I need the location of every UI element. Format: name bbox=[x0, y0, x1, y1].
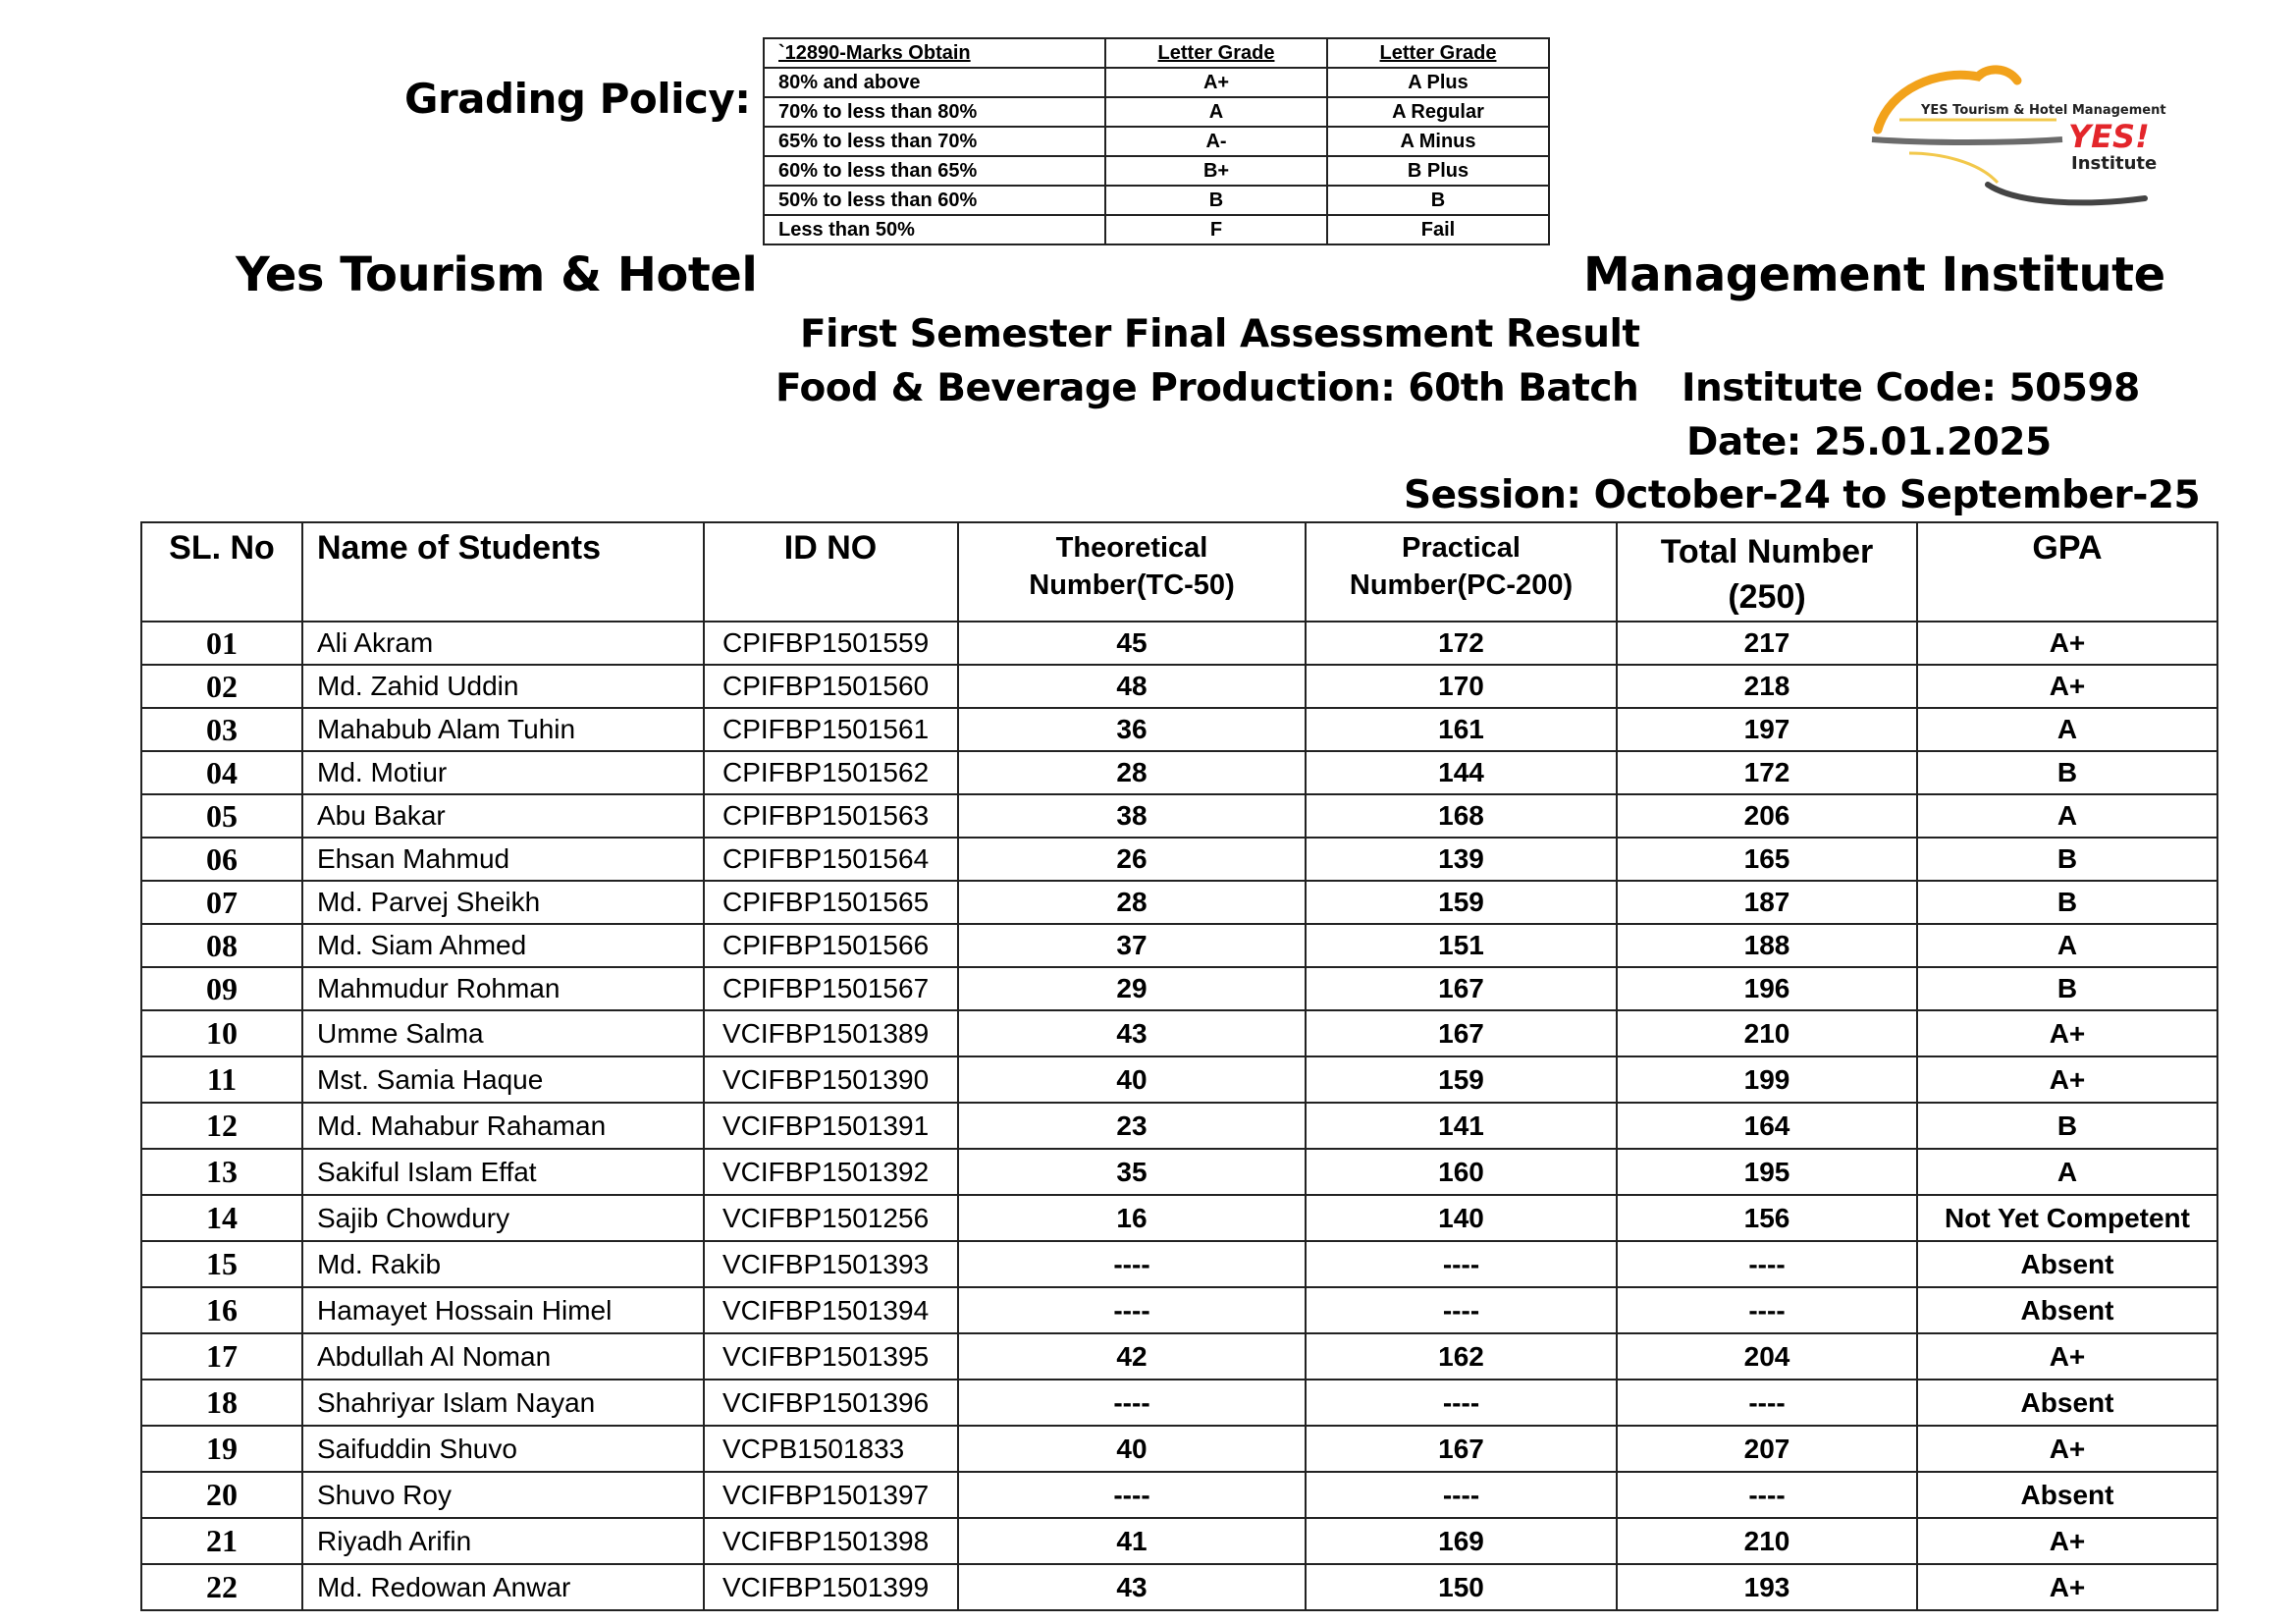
student-name: Md. Parvej Sheikh bbox=[302, 881, 704, 924]
sl-no: 01 bbox=[141, 622, 302, 665]
total-marks: 195 bbox=[1617, 1149, 1917, 1195]
gpa-value: A+ bbox=[1917, 1056, 2217, 1103]
practical-marks: 167 bbox=[1306, 1426, 1617, 1472]
theoretical-marks: 38 bbox=[958, 794, 1306, 838]
table-row bbox=[141, 794, 2217, 838]
gpa-value: B bbox=[1917, 881, 2217, 924]
sl-no: 05 bbox=[141, 794, 302, 838]
table-row bbox=[141, 838, 2217, 881]
grading-policy-header-row bbox=[764, 38, 1549, 68]
student-name: Md. Zahid Uddin bbox=[302, 665, 704, 708]
sl-no: 09 bbox=[141, 967, 302, 1010]
sl-no: 07 bbox=[141, 881, 302, 924]
table-row bbox=[141, 1195, 2217, 1241]
student-id: VCIFBP1501395 bbox=[704, 1333, 958, 1380]
student-id: CPIFBP1501560 bbox=[704, 665, 958, 708]
practical-marks: 140 bbox=[1306, 1195, 1617, 1241]
sl-no: 03 bbox=[141, 708, 302, 751]
practical-marks: 162 bbox=[1306, 1333, 1617, 1380]
total-marks: 199 bbox=[1617, 1056, 1917, 1103]
student-name: Umme Salma bbox=[302, 1010, 704, 1056]
gpa-value: Absent bbox=[1917, 1241, 2217, 1287]
sl-no: 22 bbox=[141, 1564, 302, 1610]
student-id: VCIFBP1501394 bbox=[704, 1287, 958, 1333]
gpa-value: Not Yet Competent bbox=[1917, 1195, 2217, 1241]
gpa-value: B bbox=[1917, 1103, 2217, 1149]
practical-marks: 159 bbox=[1306, 881, 1617, 924]
grade: B+ bbox=[1105, 156, 1327, 186]
result-date: Date: 25.01.2025 bbox=[1686, 420, 2052, 464]
table-row bbox=[141, 708, 2217, 751]
grade-description: A Minus bbox=[1327, 127, 1549, 156]
total-marks: 207 bbox=[1617, 1426, 1917, 1472]
theoretical-marks: 45 bbox=[958, 622, 1306, 665]
results-body bbox=[141, 622, 2217, 1610]
gpa-value: A bbox=[1917, 794, 2217, 838]
student-id: CPIFBP1501565 bbox=[704, 881, 958, 924]
gpa-value: Absent bbox=[1917, 1287, 2217, 1333]
institute-logo bbox=[1870, 59, 2194, 216]
total-marks: 197 bbox=[1617, 708, 1917, 751]
practical-marks: 170 bbox=[1306, 665, 1617, 708]
batch-title: Food & Beverage Production: 60th Batch bbox=[775, 366, 1639, 410]
theoretical-marks: 29 bbox=[958, 967, 1306, 1010]
total-marks: 165 bbox=[1617, 838, 1917, 881]
grading-policy-row bbox=[764, 156, 1549, 186]
sl-no: 17 bbox=[141, 1333, 302, 1380]
student-id: VCIFBP1501389 bbox=[704, 1010, 958, 1056]
total-marks: 218 bbox=[1617, 665, 1917, 708]
practical-marks: 150 bbox=[1306, 1564, 1617, 1610]
grade: A+ bbox=[1105, 68, 1327, 97]
grade-description: A Plus bbox=[1327, 68, 1549, 97]
range: Less than 50% bbox=[764, 215, 1105, 244]
theoretical-marks: 40 bbox=[958, 1426, 1306, 1472]
institute-name-left: Yes Tourism & Hotel bbox=[236, 247, 758, 302]
student-name: Md. Rakib bbox=[302, 1241, 704, 1287]
cloche-icon bbox=[1870, 59, 2194, 216]
total-marks: ---- bbox=[1617, 1472, 1917, 1518]
results-header-row bbox=[141, 522, 2217, 622]
theoretical-marks: 35 bbox=[958, 1149, 1306, 1195]
results-table bbox=[140, 521, 2218, 1611]
student-name: Md. Motiur bbox=[302, 751, 704, 794]
total-marks: 172 bbox=[1617, 751, 1917, 794]
column-practical: Practical Number(PC-200) bbox=[1306, 522, 1617, 622]
student-name: Abdullah Al Noman bbox=[302, 1333, 704, 1380]
theoretical-marks: 28 bbox=[958, 881, 1306, 924]
gpa-value: A bbox=[1917, 924, 2217, 967]
table-row bbox=[141, 1010, 2217, 1056]
student-id: VCIFBP1501398 bbox=[704, 1518, 958, 1564]
student-name: Sajib Chowdury bbox=[302, 1195, 704, 1241]
theoretical-marks: 26 bbox=[958, 838, 1306, 881]
student-id: CPIFBP1501566 bbox=[704, 924, 958, 967]
practical-marks: 144 bbox=[1306, 751, 1617, 794]
theoretical-marks: 48 bbox=[958, 665, 1306, 708]
student-name: Shahriyar Islam Nayan bbox=[302, 1380, 704, 1426]
range: 60% to less than 65% bbox=[764, 156, 1105, 186]
practical-marks: ---- bbox=[1306, 1241, 1617, 1287]
gpa-value: A+ bbox=[1917, 1010, 2217, 1056]
sl-no: 20 bbox=[141, 1472, 302, 1518]
student-name: Md. Siam Ahmed bbox=[302, 924, 704, 967]
theoretical-marks: 16 bbox=[958, 1195, 1306, 1241]
grade: A- bbox=[1105, 127, 1327, 156]
sl-no: 08 bbox=[141, 924, 302, 967]
theoretical-marks: ---- bbox=[958, 1472, 1306, 1518]
total-marks: ---- bbox=[1617, 1287, 1917, 1333]
total-marks: 217 bbox=[1617, 622, 1917, 665]
gpa-value: A bbox=[1917, 1149, 2217, 1195]
gpa-value: B bbox=[1917, 967, 2217, 1010]
grade: B bbox=[1105, 186, 1327, 215]
student-name: Mahabub Alam Tuhin bbox=[302, 708, 704, 751]
sl-no: 04 bbox=[141, 751, 302, 794]
theoretical-marks: 43 bbox=[958, 1010, 1306, 1056]
practical-marks: 139 bbox=[1306, 838, 1617, 881]
column-theoretical: Theoretical Number(TC-50) bbox=[958, 522, 1306, 622]
theoretical-marks: 40 bbox=[958, 1056, 1306, 1103]
sl-no: 21 bbox=[141, 1518, 302, 1564]
total-marks: 210 bbox=[1617, 1518, 1917, 1564]
student-name: Hamayet Hossain Himel bbox=[302, 1287, 704, 1333]
practical-marks: ---- bbox=[1306, 1287, 1617, 1333]
grading-policy-label: Grading Policy: bbox=[404, 75, 751, 123]
grade: A bbox=[1105, 97, 1327, 127]
gpa-value: B bbox=[1917, 751, 2217, 794]
student-name: Mst. Samia Haque bbox=[302, 1056, 704, 1103]
total-marks: 210 bbox=[1617, 1010, 1917, 1056]
gpa-value: B bbox=[1917, 838, 2217, 881]
grade-description: B Plus bbox=[1327, 156, 1549, 186]
table-row bbox=[141, 751, 2217, 794]
total-marks: 206 bbox=[1617, 794, 1917, 838]
theoretical-marks: 41 bbox=[958, 1518, 1306, 1564]
student-name: Md. Mahabur Rahaman bbox=[302, 1103, 704, 1149]
gpa-value: Absent bbox=[1917, 1380, 2217, 1426]
total-marks: 156 bbox=[1617, 1195, 1917, 1241]
practical-marks: 168 bbox=[1306, 794, 1617, 838]
table-row bbox=[141, 1333, 2217, 1380]
table-row bbox=[141, 665, 2217, 708]
session: Session: October-24 to September-25 bbox=[1404, 473, 2201, 517]
gpa-value: A+ bbox=[1917, 665, 2217, 708]
theoretical-marks: 28 bbox=[958, 751, 1306, 794]
range: 70% to less than 80% bbox=[764, 97, 1105, 127]
theoretical-marks: 23 bbox=[958, 1103, 1306, 1149]
grading-policy-table bbox=[763, 37, 1550, 245]
student-name: Saifuddin Shuvo bbox=[302, 1426, 704, 1472]
student-name: Md. Redowan Anwar bbox=[302, 1564, 704, 1610]
sl-no: 06 bbox=[141, 838, 302, 881]
table-row bbox=[141, 1149, 2217, 1195]
column-id: ID NO bbox=[704, 522, 958, 622]
student-id: CPIFBP1501563 bbox=[704, 794, 958, 838]
sl-no: 14 bbox=[141, 1195, 302, 1241]
range: 50% to less than 60% bbox=[764, 186, 1105, 215]
practical-marks: ---- bbox=[1306, 1472, 1617, 1518]
sl-no: 12 bbox=[141, 1103, 302, 1149]
student-id: CPIFBP1501559 bbox=[704, 622, 958, 665]
svg-text:Institute: Institute bbox=[2071, 153, 2158, 174]
table-row bbox=[141, 1518, 2217, 1564]
column-name: Name of Students bbox=[302, 522, 704, 622]
table-row bbox=[141, 924, 2217, 967]
student-id: VCIFBP1501391 bbox=[704, 1103, 958, 1149]
student-id: VCIFBP1501396 bbox=[704, 1380, 958, 1426]
student-id: CPIFBP1501567 bbox=[704, 967, 958, 1010]
svg-text:YES!: YES! bbox=[2068, 118, 2150, 155]
column-gpa: GPA bbox=[1917, 522, 2217, 622]
theoretical-marks: 42 bbox=[958, 1333, 1306, 1380]
institute-name-right: Management Institute bbox=[1583, 247, 2165, 302]
table-row bbox=[141, 1564, 2217, 1610]
student-id: VCIFBP1501397 bbox=[704, 1472, 958, 1518]
header-marks-obtain: `12890-Marks Obtain bbox=[764, 38, 1105, 68]
practical-marks: 161 bbox=[1306, 708, 1617, 751]
sl-no: 19 bbox=[141, 1426, 302, 1472]
table-row bbox=[141, 967, 2217, 1010]
student-id: VCPB1501833 bbox=[704, 1426, 958, 1472]
range: 65% to less than 70% bbox=[764, 127, 1105, 156]
sl-no: 02 bbox=[141, 665, 302, 708]
sl-no: 11 bbox=[141, 1056, 302, 1103]
student-id: CPIFBP1501562 bbox=[704, 751, 958, 794]
student-id: VCIFBP1501393 bbox=[704, 1241, 958, 1287]
svg-text:YES Tourism & Hotel Management: YES Tourism & Hotel Management bbox=[1921, 103, 2166, 118]
table-row bbox=[141, 881, 2217, 924]
theoretical-marks: 43 bbox=[958, 1564, 1306, 1610]
student-id: VCIFBP1501392 bbox=[704, 1149, 958, 1195]
table-row bbox=[141, 622, 2217, 665]
grade-description: Fail bbox=[1327, 215, 1549, 244]
practical-marks: 172 bbox=[1306, 622, 1617, 665]
gpa-value: A+ bbox=[1917, 622, 2217, 665]
table-row bbox=[141, 1426, 2217, 1472]
sl-no: 13 bbox=[141, 1149, 302, 1195]
institute-code: Institute Code: 50598 bbox=[1682, 366, 2140, 410]
gpa-value: Absent bbox=[1917, 1472, 2217, 1518]
total-marks: 196 bbox=[1617, 967, 1917, 1010]
sl-no: 10 bbox=[141, 1010, 302, 1056]
sl-no: 15 bbox=[141, 1241, 302, 1287]
column-total: Total Number (250) bbox=[1617, 522, 1917, 622]
student-name: Abu Bakar bbox=[302, 794, 704, 838]
total-marks: 188 bbox=[1617, 924, 1917, 967]
student-name: Sakiful Islam Effat bbox=[302, 1149, 704, 1195]
student-id: VCIFBP1501256 bbox=[704, 1195, 958, 1241]
gpa-value: A+ bbox=[1917, 1564, 2217, 1610]
table-row bbox=[141, 1287, 2217, 1333]
sl-no: 16 bbox=[141, 1287, 302, 1333]
table-row bbox=[141, 1056, 2217, 1103]
student-name: Ali Akram bbox=[302, 622, 704, 665]
student-id: VCIFBP1501390 bbox=[704, 1056, 958, 1103]
practical-marks: 159 bbox=[1306, 1056, 1617, 1103]
grade-description: B bbox=[1327, 186, 1549, 215]
header-letter-grade: Letter Grade bbox=[1105, 38, 1327, 68]
sl-no: 18 bbox=[141, 1380, 302, 1426]
table-row bbox=[141, 1103, 2217, 1149]
student-name: Shuvo Roy bbox=[302, 1472, 704, 1518]
theoretical-marks: 37 bbox=[958, 924, 1306, 967]
theoretical-marks: 36 bbox=[958, 708, 1306, 751]
practical-marks: 167 bbox=[1306, 1010, 1617, 1056]
total-marks: 204 bbox=[1617, 1333, 1917, 1380]
table-row bbox=[141, 1380, 2217, 1426]
practical-marks: 151 bbox=[1306, 924, 1617, 967]
theoretical-marks: ---- bbox=[958, 1287, 1306, 1333]
grading-policy-row bbox=[764, 68, 1549, 97]
practical-marks: 141 bbox=[1306, 1103, 1617, 1149]
grading-policy-row bbox=[764, 215, 1549, 244]
practical-marks: 160 bbox=[1306, 1149, 1617, 1195]
student-id: VCIFBP1501399 bbox=[704, 1564, 958, 1610]
total-marks: 193 bbox=[1617, 1564, 1917, 1610]
grade-description: A Regular bbox=[1327, 97, 1549, 127]
practical-marks: ---- bbox=[1306, 1380, 1617, 1426]
practical-marks: 169 bbox=[1306, 1518, 1617, 1564]
total-marks: ---- bbox=[1617, 1380, 1917, 1426]
gpa-value: A+ bbox=[1917, 1426, 2217, 1472]
column-sl-no: SL. No bbox=[141, 522, 302, 622]
student-name: Mahmudur Rohman bbox=[302, 967, 704, 1010]
total-marks: ---- bbox=[1617, 1241, 1917, 1287]
student-id: CPIFBP1501564 bbox=[704, 838, 958, 881]
table-row bbox=[141, 1472, 2217, 1518]
total-marks: 187 bbox=[1617, 881, 1917, 924]
student-name: Ehsan Mahmud bbox=[302, 838, 704, 881]
student-id: CPIFBP1501561 bbox=[704, 708, 958, 751]
grading-policy-row bbox=[764, 186, 1549, 215]
gpa-value: A bbox=[1917, 708, 2217, 751]
total-marks: 164 bbox=[1617, 1103, 1917, 1149]
practical-marks: 167 bbox=[1306, 967, 1617, 1010]
table-row bbox=[141, 1241, 2217, 1287]
range: 80% and above bbox=[764, 68, 1105, 97]
gpa-value: A+ bbox=[1917, 1333, 2217, 1380]
grading-policy-row bbox=[764, 127, 1549, 156]
grading-policy-row bbox=[764, 97, 1549, 127]
gpa-value: A+ bbox=[1917, 1518, 2217, 1564]
theoretical-marks: ---- bbox=[958, 1241, 1306, 1287]
header-letter-grade-description: Letter Grade bbox=[1327, 38, 1549, 68]
theoretical-marks: ---- bbox=[958, 1380, 1306, 1426]
semester-title: First Semester Final Assessment Result bbox=[800, 312, 1640, 356]
student-name: Riyadh Arifin bbox=[302, 1518, 704, 1564]
grade: F bbox=[1105, 215, 1327, 244]
